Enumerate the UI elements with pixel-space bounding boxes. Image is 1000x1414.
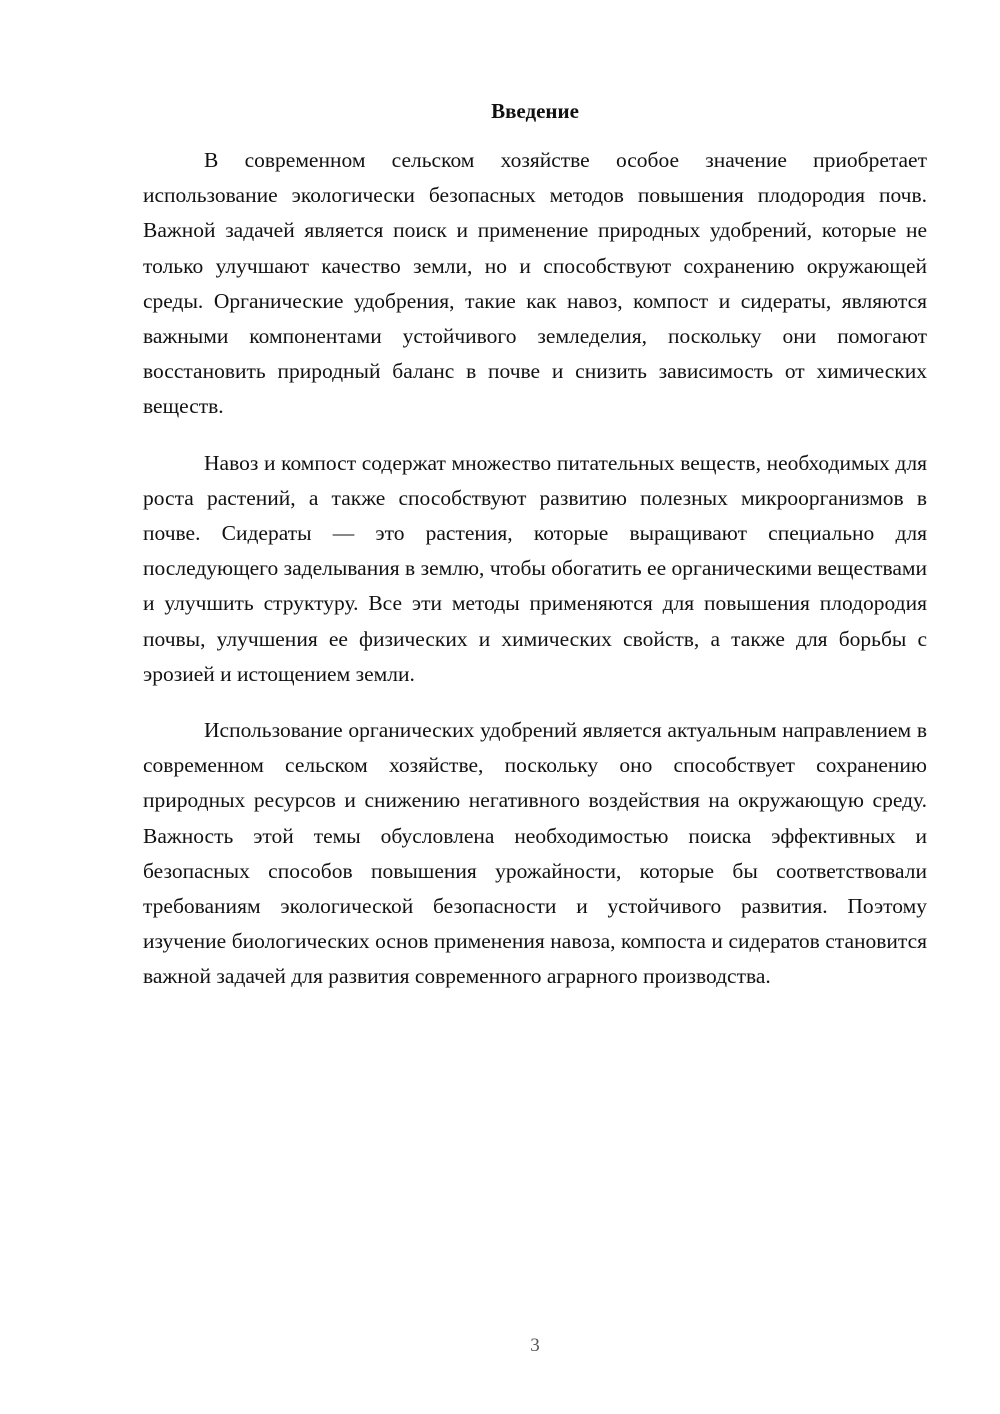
paragraph-3: Использование органических удобрений является актуальным направлением в современном сельском хозяйстве, поскольку оно способствует сохранению природных ресурсов и снижению негативного воздействия на окружающую среду. Важность этой темы обусловлена необходимостью поиска эффективных и безопасных способов повышения урожайности, которые бы соответствовали требованиям экологической безопасности и устойчивого развития. Поэтому изучение биологических основ применения навоза, компоста и сидератов становится важной задачей для развития современного аграрного производства. bbox=[143, 718, 927, 989]
page-number: 3 bbox=[530, 1335, 540, 1356]
paragraph-2: Навоз и компост содержат множество питательных веществ, необходимых для роста растений, а также способствуют развитию полезных микроорганизмов в почве. Сидераты — это растения, которые выращивают специально для последующего заделывания в землю, чтобы обогатить ее органическими веществами и улучшить структуру. Все эти методы применяются для повышения плодородия почвы, улучшения ее физических и химических свойств, а также для борьбы с эрозией и истощением земли. bbox=[143, 450, 927, 686]
paragraph-1: В современном сельском хозяйстве особое значение приобретает использование экологически безопасных методов повышения плодородия почв. Важной задачей является поиск и применение природных удобрений, которые не только улучшают качество земли, но и способствуют сохранению окружающей среды. Органические удобрения, такие как навоз, компост и сидераты, являются важными компонентами устойчивого земледелия, поскольку они помогают восстановить природный баланс в почве и снизить зависимость от химических веществ. bbox=[143, 148, 927, 419]
page-title: Введение bbox=[491, 99, 579, 123]
document-body bbox=[143, 143, 927, 1016]
